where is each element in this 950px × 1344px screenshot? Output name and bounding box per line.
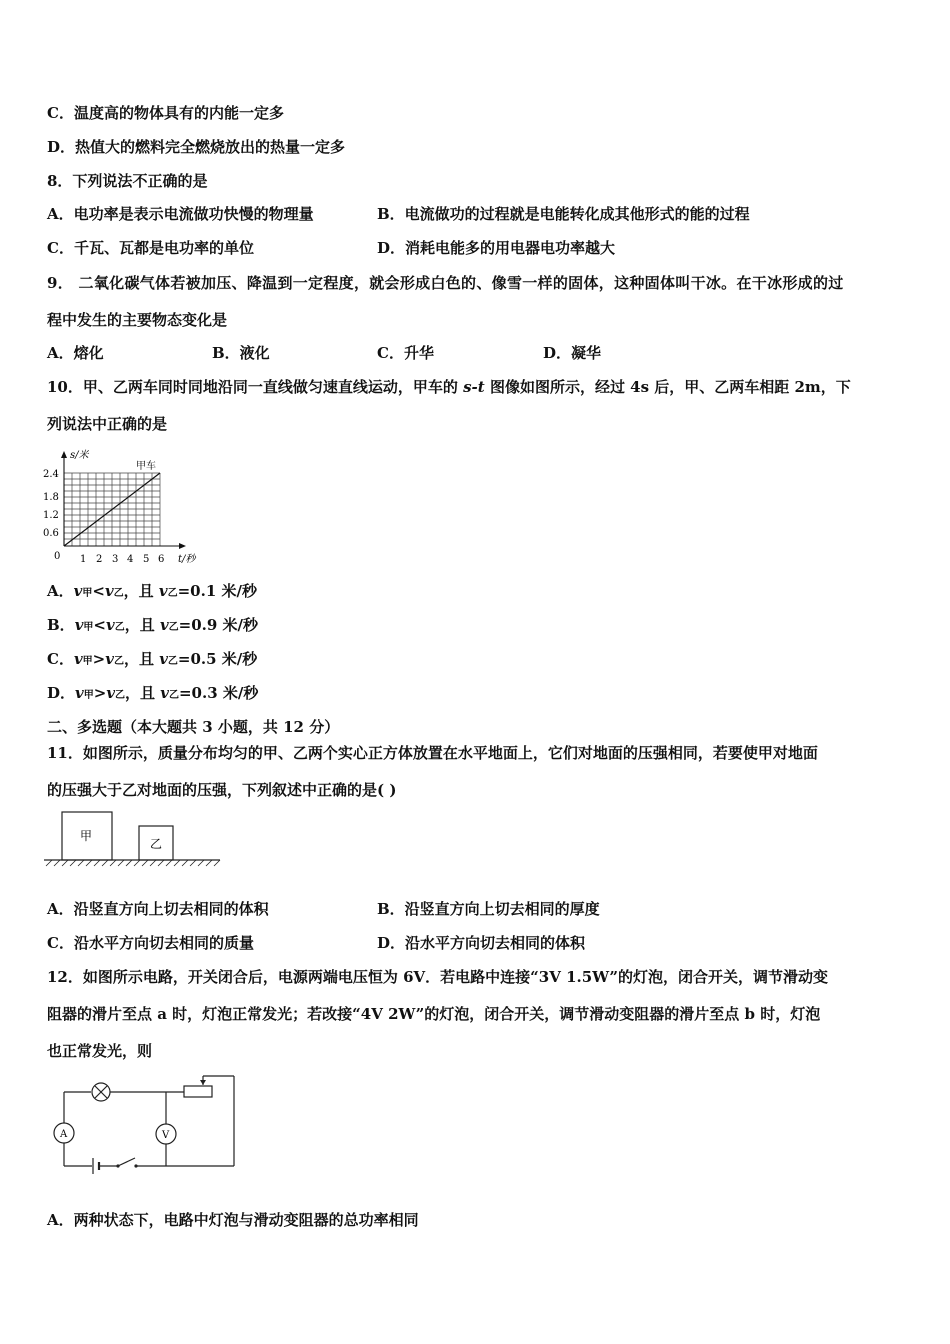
q10-st-graph	[40, 445, 210, 570]
q12-circuit-diagram	[50, 1070, 245, 1175]
q10-option-a: A．v甲<v乙，且 v乙=0.1 米/秒	[47, 582, 257, 600]
q8-option-c: C．千瓦、瓦都是电功率的单位	[47, 239, 254, 257]
x-tick-label: 3	[112, 554, 119, 565]
cube-jia-label: 甲	[80, 829, 93, 843]
q11-option-d: D．沿水平方向切去相同的体积	[377, 934, 586, 952]
line-label: 甲车	[136, 461, 156, 472]
q8-option-b: B．电流做功的过程就是电能转化成其他形式的能的过程	[377, 205, 750, 223]
y-tick-label: 0.6	[43, 528, 59, 539]
ammeter-label: A	[60, 1129, 68, 1140]
q9-option-a: A．熔化	[47, 344, 104, 362]
q11-option-c: C．沿水平方向切去相同的质量	[47, 934, 254, 952]
q12-option-a: A．两种状态下，电路中灯泡与滑动变阻器的总功率相同	[47, 1211, 419, 1229]
switch-blade	[118, 1158, 135, 1166]
rheostat	[184, 1086, 212, 1097]
q10-st-symbol: s-t	[463, 378, 485, 396]
switch-contact	[134, 1164, 137, 1167]
q11-stem-line2: 的压强大于乙对地面的压强，下列叙述中正确的是( )	[47, 781, 397, 799]
q10-option-d: D．v甲>v乙，且 v乙=0.3 米/秒	[47, 684, 259, 702]
q9-stem-line1: 9． 二氧化碳气体若被加压、降温到一定程度，就会形成白色的、像雪一样的固体，这种固体叫干冰。在干冰形成的过	[47, 274, 844, 292]
section-2-title: 二、多选题（本大题共 3 小题，共 12 分）	[47, 718, 340, 736]
q10-stem-line2: 列说法中正确的是	[47, 415, 168, 433]
ground-hatch	[46, 860, 220, 866]
x-tick-label: 1	[80, 554, 87, 565]
x-tick-label: 6	[158, 554, 165, 565]
x-axis-label: t/秒	[178, 554, 196, 565]
q8-stem: 8．下列说法不正确的是	[47, 172, 208, 190]
q7-option-d: D．热值大的燃料完全燃烧放出的热量一定多	[47, 138, 346, 156]
q9-option-d: D．凝华	[543, 344, 602, 362]
q8-option-a: A．电功率是表示电流做功快慢的物理量	[47, 205, 314, 223]
q10-stem-part-b: 图像如图所示，经过 4s 后，甲、乙两车相距 2m，下	[484, 378, 851, 396]
x-tick-label: 5	[143, 554, 150, 565]
q10-option-b: B．v甲<v乙，且 v乙=0.9 米/秒	[47, 616, 259, 634]
q11-option-b: B．沿竖直方向上切去相同的厚度	[377, 900, 600, 918]
q10-stem-line1	[47, 377, 851, 397]
x-tick-label: 4	[127, 554, 134, 565]
q7-option-c: C．温度高的物体具有的内能一定多	[47, 104, 284, 122]
q9-option-c: C．升华	[377, 344, 434, 362]
q9-stem-line2: 程中发生的主要物态变化是	[47, 311, 228, 329]
q11-option-a: A．沿竖直方向上切去相同的体积	[47, 900, 269, 918]
y-tick-label: 2.4	[43, 469, 59, 480]
q11-cubes-figure	[40, 808, 225, 870]
cube-yi-label: 乙	[150, 837, 163, 851]
q12-stem-line2: 阻器的滑片至点 a 时，灯泡正常发光；若改接“4V 2W”的灯泡，闭合开关，调节滑动变阻器的滑片至点 b 时，灯泡	[47, 1005, 821, 1023]
q11-stem-line1: 11．如图所示，质量分布均匀的甲、乙两个实心正方体放置在水平地面上，它们对地面的压强相同，若要使甲对地面	[47, 744, 818, 762]
y-tick-label: 1.8	[43, 492, 59, 503]
q9-option-b: B．液化	[212, 344, 270, 362]
slider-arrow	[200, 1080, 206, 1085]
q8-option-d: D．消耗电能多的用电器电功率越大	[377, 239, 616, 257]
y-tick-label: 1.2	[43, 510, 59, 521]
q10-stem-part-a: 10．甲、乙两车同时同地沿同一直线做匀速直线运动，甲车的	[47, 378, 464, 396]
y-axis-arrow	[61, 451, 67, 458]
origin-label: 0	[54, 551, 61, 562]
y-axis-label: s/米	[70, 450, 89, 461]
switch-pivot	[116, 1164, 119, 1167]
q10-option-c: C．v甲>v乙，且 v乙=0.5 米/秒	[47, 650, 258, 668]
graph-grid	[64, 459, 160, 546]
x-axis-arrow	[179, 543, 186, 549]
q12-stem-line1: 12．如图所示电路，开关闭合后，电源两端电压恒为 6V．若电路中连接“3V 1.5W”的灯泡，闭合开关，调节滑动变	[47, 968, 828, 986]
voltmeter-label: V	[162, 1130, 170, 1141]
q12-stem-line3: 也正常发光，则	[47, 1042, 153, 1060]
x-tick-label: 2	[96, 554, 103, 565]
